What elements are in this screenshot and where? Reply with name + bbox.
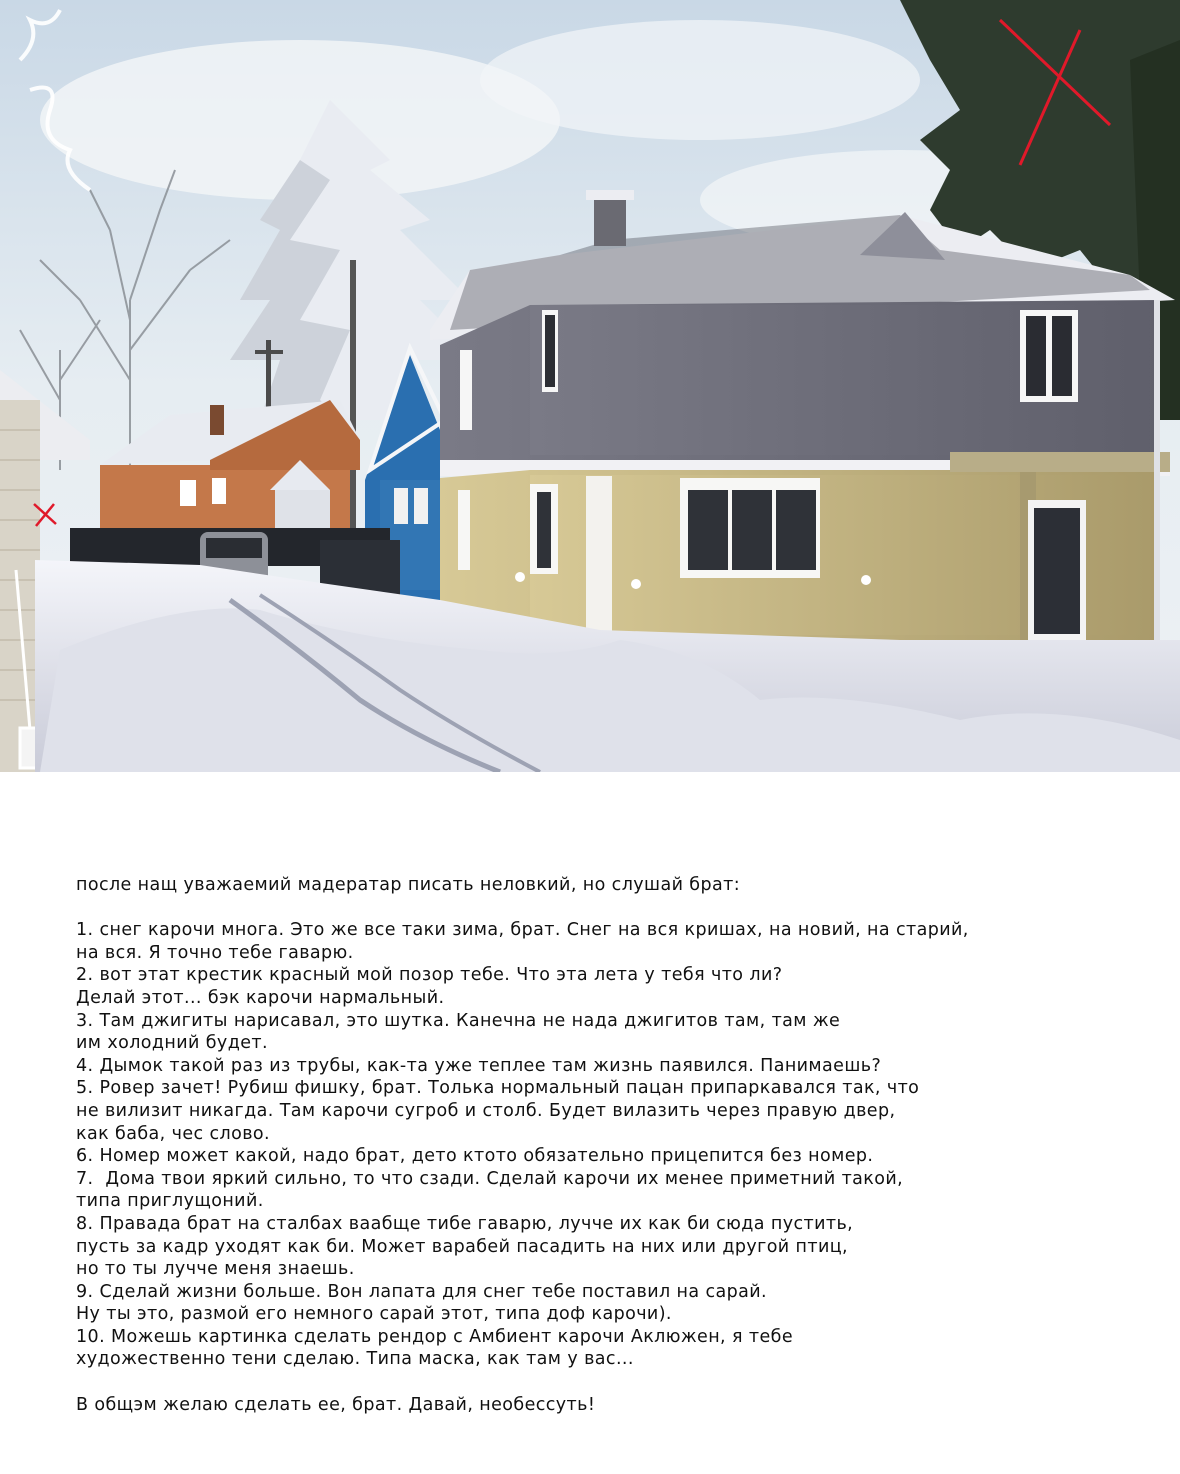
list-item-line: 1. снег карочи многа. Это же все таки зима, брат. Снег на вся кришах, на новий, на старий, <box>76 920 969 941</box>
list-item-line: 2. вот этат крестик красный мой позор тебе. Что эта лета у тебя что ли? <box>76 965 783 986</box>
list-item-line: на вся. Я точно тебе гаварю. <box>76 942 354 963</box>
intro-line: после нащ уважаемий мадератар писать неловкий, но слушай брат: <box>76 875 741 895</box>
list-item-line: 4. Дымок такой раз из трубы, как-та уже теплее там жизнь паявился. Панимаешь? <box>76 1055 882 1076</box>
list-item-line: как баба, чес слово. <box>76 1123 270 1144</box>
feedback-text <box>76 874 1166 1416</box>
list-item-line: не вилизит никагда. Там карочи сугроб и столб. Будет вилазить через правую двер, <box>76 1100 896 1121</box>
list-item-line: художественно тени сделаю. Типа маска, как там у вас... <box>76 1349 634 1370</box>
feedback-list <box>76 919 1166 1371</box>
list-item-line: 8. Правада брат на сталбах ваабще тибе гаварю, лучче их как би сюда пустить, <box>76 1213 854 1234</box>
list-item-line: 3. Там джигиты нарисавал, это шутка. Канечна не нада джигитов там, там же <box>76 1010 841 1031</box>
list-item-line: типа приглущоний. <box>76 1191 264 1212</box>
list-item-line: 9. Сделай жизни больше. Вон лапата для снег тебе поставил на сарай. <box>76 1281 767 1302</box>
list-item-line: 6. Номер может какой, надо брат, дето ктото обязательно прицепится без номер. <box>76 1146 874 1167</box>
outro-line: В общэм желаю сделать ее, брат. Давай, необессуть! <box>76 1394 596 1415</box>
list-item-line: им холодний будет. <box>76 1033 268 1054</box>
list-item-line: но то ты лучче меня знаешь. <box>76 1259 355 1280</box>
list-item-line: пусть за кадр уходят как би. Может варабей пасадить на них или другой птиц, <box>76 1236 849 1257</box>
list-item-line: 7. Дома твои яркий сильно, то что сзади. Сделай карочи их менее приметний такой, <box>76 1168 904 1189</box>
list-item-line: 10. Можешь картинка сделать рендор с Амбиент карочи Аклюжен, я тебе <box>76 1326 793 1347</box>
list-item-line: Делай этот... бэк карочи нармальный. <box>76 987 445 1008</box>
list-item-line: Ну ты это, размой его немного сарай этот, типа доф карочи). <box>76 1304 672 1325</box>
list-item-line: 5. Ровер зачет! Рубиш фишку, брат. Толька нормальный пацан припаркавался так, что <box>76 1078 920 1099</box>
